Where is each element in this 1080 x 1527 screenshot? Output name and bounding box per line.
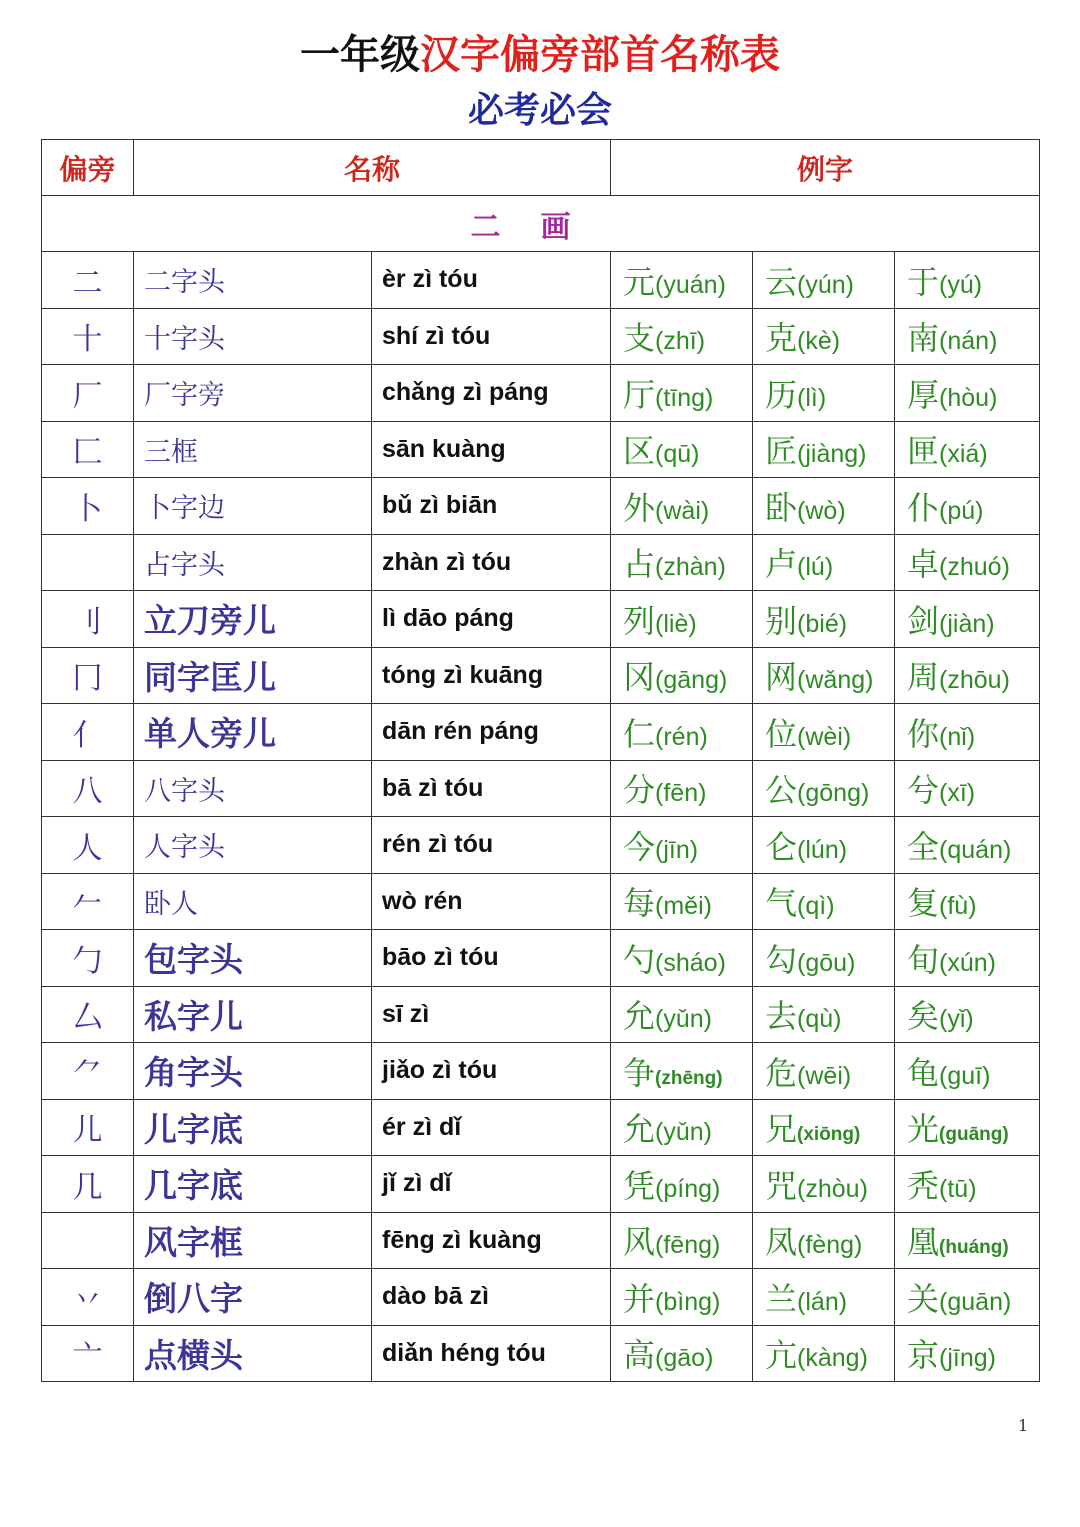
example-pinyin: (bìng) <box>655 1287 721 1316</box>
example-cell <box>753 1269 895 1326</box>
example-character: 支 <box>623 319 656 358</box>
example-character: 去 <box>765 997 798 1036</box>
example-character: 允 <box>623 1110 656 1149</box>
example-character: 咒 <box>765 1166 798 1205</box>
example-pinyin: (hòu) <box>939 383 998 412</box>
example-cell <box>753 1212 895 1269</box>
page-subtitle: 必考必会 <box>467 90 612 131</box>
table-row <box>42 421 1040 478</box>
radical-cell: 十 <box>42 308 134 365</box>
example-pinyin: (gōu) <box>797 948 856 977</box>
example-cell <box>753 1043 895 1100</box>
radical-pinyin-cell: chǎng zì páng <box>372 365 611 422</box>
example-pinyin: (bié) <box>797 609 848 638</box>
header-name: 名称 <box>134 140 611 196</box>
radical-cell: 人 <box>42 817 134 874</box>
example-pinyin: (guān) <box>939 1287 1012 1316</box>
radical-cell: 亠 <box>42 1325 134 1382</box>
table-row <box>42 1043 1040 1100</box>
example-character: 别 <box>765 601 798 640</box>
table-row <box>42 873 1040 930</box>
table-row <box>42 1099 1040 1156</box>
example-pinyin: (gāng) <box>655 666 728 695</box>
example-cell <box>611 365 753 422</box>
example-cell <box>611 704 753 761</box>
example-pinyin: (wò) <box>797 496 846 525</box>
example-character: 勺 <box>623 940 656 979</box>
example-pinyin: (fù) <box>939 892 977 921</box>
example-pinyin: (qū) <box>655 440 700 469</box>
table-row <box>42 1269 1040 1326</box>
table-row <box>42 930 1040 987</box>
page-number: 1 <box>1018 1416 1029 1435</box>
example-cell <box>895 1099 1040 1156</box>
example-cell <box>895 704 1040 761</box>
example-character: 占 <box>623 545 656 584</box>
example-cell <box>753 1156 895 1213</box>
table-row <box>42 252 1040 309</box>
example-character: 公 <box>765 771 798 810</box>
table-row <box>42 760 1040 817</box>
radical-name-cell: 包字头 <box>134 930 372 987</box>
example-character: 网 <box>765 658 798 697</box>
radical-pinyin-cell: zhàn zì tóu <box>372 534 611 591</box>
example-pinyin: (fēng) <box>655 1231 721 1260</box>
example-pinyin: (jiàng) <box>797 440 867 469</box>
example-character: 你 <box>907 714 940 753</box>
radical-name-cell: 点横头 <box>134 1325 372 1382</box>
table-row <box>42 1156 1040 1213</box>
example-character: 争 <box>623 1053 656 1092</box>
example-pinyin: (xún) <box>939 948 996 977</box>
radical-name-cell: 十字头 <box>134 308 372 365</box>
example-cell <box>895 591 1040 648</box>
radical-name-cell: 厂字旁 <box>134 365 372 422</box>
example-pinyin: (sháo) <box>655 948 726 977</box>
example-character: 剑 <box>907 601 940 640</box>
example-character: 冈 <box>623 658 656 697</box>
radical-pinyin-cell: shí zì tóu <box>372 308 611 365</box>
example-character: 光 <box>907 1110 940 1149</box>
example-character: 龟 <box>907 1053 940 1092</box>
example-character: 勾 <box>765 940 798 979</box>
example-character: 风 <box>623 1223 656 1262</box>
example-pinyin: (nán) <box>939 327 998 356</box>
example-cell <box>753 986 895 1043</box>
example-pinyin: (lán) <box>797 1287 848 1316</box>
radical-pinyin-cell: sī zì <box>372 986 611 1043</box>
example-cell <box>611 308 753 365</box>
example-pinyin: (tīng) <box>655 383 714 412</box>
example-cell <box>753 1325 895 1382</box>
example-cell <box>895 873 1040 930</box>
table-row <box>42 817 1040 874</box>
example-cell <box>895 817 1040 874</box>
radical-cell: 冂 <box>42 647 134 704</box>
example-cell <box>895 986 1040 1043</box>
radical-pinyin-cell: diǎn héng tóu <box>372 1325 611 1382</box>
radical-cell: 亻 <box>42 704 134 761</box>
example-pinyin: (lì) <box>797 383 827 412</box>
radical-cell: 勹 <box>42 930 134 987</box>
radical-cell: 丷 <box>42 1269 134 1326</box>
header-row <box>42 140 1040 196</box>
example-pinyin: (lú) <box>797 553 834 582</box>
radical-pinyin-cell: bāo zì tóu <box>372 930 611 987</box>
radical-pinyin-cell: wò rén <box>372 873 611 930</box>
example-cell <box>753 308 895 365</box>
example-cell <box>753 534 895 591</box>
table-row <box>42 365 1040 422</box>
example-cell <box>611 421 753 478</box>
example-character: 历 <box>765 375 798 414</box>
example-cell <box>611 591 753 648</box>
example-character: 仑 <box>765 827 798 866</box>
radical-cell: ⺈ <box>42 1043 134 1100</box>
example-pinyin: (fēn) <box>655 779 707 808</box>
example-cell <box>895 365 1040 422</box>
radical-name-cell: 人字头 <box>134 817 372 874</box>
example-cell <box>611 1043 753 1100</box>
example-pinyin: (qì) <box>797 892 835 921</box>
radical-cell: 刂 <box>42 591 134 648</box>
example-cell <box>611 252 753 309</box>
example-pinyin: (quán) <box>939 835 1012 864</box>
example-pinyin: (wēi) <box>797 1061 852 1090</box>
example-pinyin: (zhī) <box>655 327 706 356</box>
table-row <box>42 478 1040 535</box>
radical-name-cell: 三框 <box>134 421 372 478</box>
example-cell <box>611 1156 753 1213</box>
radical-name-cell: 几字底 <box>134 1156 372 1213</box>
example-pinyin: (yú) <box>939 270 983 299</box>
example-pinyin: (wài) <box>655 496 710 525</box>
table-row <box>42 647 1040 704</box>
example-pinyin: (qù) <box>797 1005 842 1034</box>
example-pinyin: (kè) <box>797 327 841 356</box>
example-character: 卢 <box>765 545 798 584</box>
radical-name-cell: 同字匡儿 <box>134 647 372 704</box>
example-pinyin: (gāo) <box>655 1344 714 1373</box>
example-cell <box>611 817 753 874</box>
example-pinyin: (wèi) <box>797 722 852 751</box>
radical-name-cell: 占字头 <box>134 534 372 591</box>
example-character: 旬 <box>907 940 940 979</box>
example-pinyin: (zhuó) <box>939 553 1010 582</box>
example-cell <box>611 873 753 930</box>
example-cell <box>753 647 895 704</box>
example-character: 仁 <box>623 714 656 753</box>
radical-cell: 二 <box>42 252 134 309</box>
example-character: 卓 <box>907 545 940 584</box>
example-pinyin: (nǐ) <box>939 722 976 751</box>
example-pinyin: (rén) <box>655 722 708 751</box>
example-cell <box>895 930 1040 987</box>
radical-cell <box>42 1212 134 1269</box>
example-pinyin: (guī) <box>939 1061 991 1090</box>
example-cell <box>611 478 753 535</box>
example-character: 复 <box>907 884 940 923</box>
radical-pinyin-cell: tóng zì kuāng <box>372 647 611 704</box>
radical-pinyin-cell: ér zì dǐ <box>372 1099 611 1156</box>
example-character: 京 <box>907 1336 940 1375</box>
example-pinyin: (yún) <box>797 270 854 299</box>
radical-name-cell: 卜字边 <box>134 478 372 535</box>
radical-cell: 几 <box>42 1156 134 1213</box>
example-cell <box>895 1212 1040 1269</box>
example-cell <box>895 647 1040 704</box>
example-pinyin: (tū) <box>939 1174 977 1203</box>
example-pinyin: (fèng) <box>797 1231 863 1260</box>
table-row <box>42 308 1040 365</box>
example-cell <box>611 1269 753 1326</box>
example-character: 并 <box>623 1279 656 1318</box>
example-cell <box>753 365 895 422</box>
example-pinyin: (wǎng) <box>797 666 874 695</box>
example-pinyin: (yǐ) <box>939 1005 974 1034</box>
example-character: 南 <box>907 319 940 358</box>
example-pinyin: (jiàn) <box>939 609 995 638</box>
example-cell <box>895 308 1040 365</box>
example-cell <box>611 1212 753 1269</box>
example-character: 全 <box>907 827 940 866</box>
example-cell <box>753 930 895 987</box>
example-pinyin: (zhòu) <box>797 1174 868 1203</box>
radical-name-cell: 八字头 <box>134 760 372 817</box>
radical-name-cell: 单人旁儿 <box>134 704 372 761</box>
example-character: 厅 <box>623 375 656 414</box>
example-pinyin: (gōng) <box>797 779 870 808</box>
example-character: 于 <box>907 262 940 301</box>
example-pinyin: (měi) <box>655 892 712 921</box>
radical-pinyin-cell: jǐ zì dǐ <box>372 1156 611 1213</box>
radical-pinyin-cell: rén zì tóu <box>372 817 611 874</box>
radical-pinyin-cell: èr zì tóu <box>372 252 611 309</box>
example-character: 气 <box>765 884 798 923</box>
example-cell <box>753 252 895 309</box>
table-row <box>42 1212 1040 1269</box>
radical-name-cell: 风字框 <box>134 1212 372 1269</box>
title-grade: 一年级 <box>300 32 420 78</box>
example-cell <box>895 421 1040 478</box>
example-character: 兰 <box>765 1279 798 1318</box>
radical-name-cell: 儿字底 <box>134 1099 372 1156</box>
example-character: 凭 <box>623 1166 656 1205</box>
example-pinyin: (xī) <box>939 779 976 808</box>
example-pinyin: (huáng) <box>939 1237 1009 1259</box>
table-row <box>42 986 1040 1043</box>
example-character: 高 <box>623 1336 656 1375</box>
section-row <box>42 196 1040 252</box>
radical-name-cell: 私字儿 <box>134 986 372 1043</box>
example-cell <box>753 421 895 478</box>
example-cell <box>895 1043 1040 1100</box>
example-character: 兮 <box>907 771 940 810</box>
radical-name-cell: 卧人 <box>134 873 372 930</box>
radical-name-cell: 角字头 <box>134 1043 372 1100</box>
radical-pinyin-cell: fēng zì kuàng <box>372 1212 611 1269</box>
example-cell <box>611 760 753 817</box>
radical-name-cell: 二字头 <box>134 252 372 309</box>
example-pinyin: (kàng) <box>797 1344 868 1373</box>
example-character: 位 <box>765 714 798 753</box>
example-cell <box>611 534 753 591</box>
example-cell <box>895 760 1040 817</box>
radical-pinyin-cell: sān kuàng <box>372 421 611 478</box>
radical-pinyin-cell: jiǎo zì tóu <box>372 1043 611 1100</box>
example-pinyin: (liè) <box>655 609 697 638</box>
table-row <box>42 1325 1040 1382</box>
example-character: 列 <box>623 601 656 640</box>
example-character: 周 <box>907 658 940 697</box>
header-radical: 偏旁 <box>42 140 134 196</box>
example-cell <box>753 817 895 874</box>
example-cell <box>753 591 895 648</box>
example-pinyin: (zhàn) <box>655 553 726 582</box>
example-cell <box>895 478 1040 535</box>
example-character: 区 <box>623 432 656 471</box>
header-examples: 例字 <box>611 140 1040 196</box>
radical-cell: 卜 <box>42 478 134 535</box>
title-main: 汉字偏旁部首名称表 <box>420 32 780 78</box>
example-cell <box>611 1325 753 1382</box>
example-cell <box>895 1269 1040 1326</box>
radical-cell <box>42 534 134 591</box>
example-pinyin: (yǔn) <box>655 1118 712 1147</box>
radical-table <box>41 139 1040 1382</box>
example-character: 凤 <box>765 1223 798 1262</box>
table-row <box>42 534 1040 591</box>
example-character: 元 <box>623 262 656 301</box>
radical-name-cell: 立刀旁儿 <box>134 591 372 648</box>
example-cell <box>895 534 1040 591</box>
example-character: 云 <box>765 262 798 301</box>
radical-cell: 厶 <box>42 986 134 1043</box>
example-pinyin: (zhōu) <box>939 666 1010 695</box>
example-pinyin: (píng) <box>655 1174 721 1203</box>
example-pinyin: (zhēng) <box>655 1067 723 1089</box>
example-pinyin: (pú) <box>939 496 984 525</box>
radical-cell: 厂 <box>42 365 134 422</box>
radical-cell: 𠂉 <box>42 873 134 930</box>
radical-pinyin-cell: bǔ zì biān <box>372 478 611 535</box>
example-character: 匠 <box>765 432 798 471</box>
example-pinyin: (lún) <box>797 835 848 864</box>
example-character: 亢 <box>765 1336 798 1375</box>
example-character: 矣 <box>907 997 940 1036</box>
example-character: 匣 <box>907 432 940 471</box>
radical-name-cell: 倒八字 <box>134 1269 372 1326</box>
example-character: 仆 <box>907 488 940 527</box>
example-pinyin: (yuán) <box>655 270 726 299</box>
example-cell <box>895 1156 1040 1213</box>
example-character: 凰 <box>907 1223 940 1262</box>
example-pinyin: (xiōng) <box>797 1124 861 1146</box>
example-cell <box>895 1325 1040 1382</box>
example-cell <box>753 1099 895 1156</box>
example-cell <box>611 986 753 1043</box>
page-title <box>0 28 1080 82</box>
example-character: 外 <box>623 488 656 527</box>
table-row <box>42 591 1040 648</box>
example-cell <box>611 1099 753 1156</box>
radical-pinyin-cell: bā zì tóu <box>372 760 611 817</box>
example-pinyin: (jīn) <box>655 835 699 864</box>
example-character: 克 <box>765 319 798 358</box>
example-character: 秃 <box>907 1166 940 1205</box>
radical-cell: 八 <box>42 760 134 817</box>
example-cell <box>753 873 895 930</box>
example-cell <box>895 252 1040 309</box>
example-pinyin: (xiá) <box>939 440 988 469</box>
section-label: 二画 <box>42 196 1040 252</box>
example-character: 关 <box>907 1279 940 1318</box>
example-character: 允 <box>623 997 656 1036</box>
example-cell <box>753 704 895 761</box>
example-character: 卧 <box>765 488 798 527</box>
example-character: 厚 <box>907 375 940 414</box>
radical-pinyin-cell: dào bā zì <box>372 1269 611 1326</box>
example-cell <box>753 760 895 817</box>
radical-cell: 匚 <box>42 421 134 478</box>
example-character: 每 <box>623 884 656 923</box>
example-cell <box>611 930 753 987</box>
radical-pinyin-cell: lì dāo páng <box>372 591 611 648</box>
example-pinyin: (yǔn) <box>655 1005 712 1034</box>
table-row <box>42 704 1040 761</box>
example-pinyin: (jīng) <box>939 1344 996 1373</box>
example-character: 兄 <box>765 1110 798 1149</box>
example-pinyin: (guāng) <box>939 1124 1009 1146</box>
radical-cell: 儿 <box>42 1099 134 1156</box>
example-cell <box>753 478 895 535</box>
example-character: 危 <box>765 1053 798 1092</box>
radical-pinyin-cell: dān rén páng <box>372 704 611 761</box>
example-cell <box>611 647 753 704</box>
example-character: 今 <box>623 827 656 866</box>
example-character: 分 <box>623 771 656 810</box>
